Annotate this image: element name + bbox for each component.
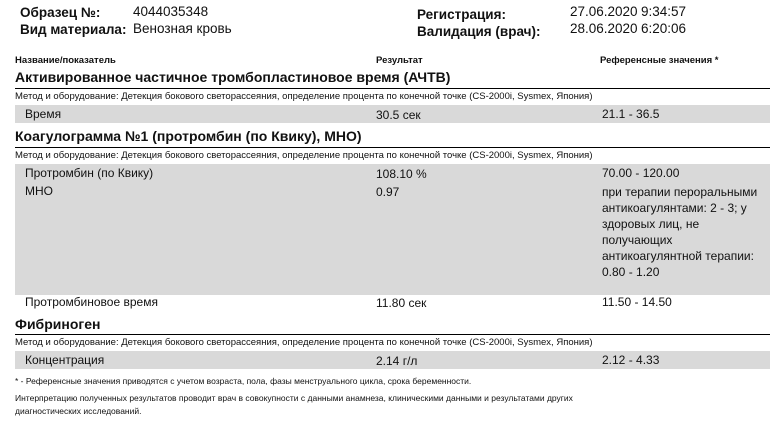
method-text: Метод и оборудование: Детекция бокового светорассеяния, определение процента по конечной точке (CS-2000i, Sysmex, Япония) (15, 150, 593, 161)
registration-label: Регистрация: (417, 7, 506, 22)
registration-time: 9:34:57 (641, 4, 687, 19)
method-text: Метод и оборудование: Детекция бокового светорассеяния, определение процента по конечной точке (CS-2000i, Sysmex, Япония) (15, 337, 593, 348)
row-reference: 2.12 - 4.33 (602, 353, 660, 367)
material-label: Вид материала: (20, 22, 127, 37)
footnote-reference: * - Референсные значения приводятся с учетом возраста, пола, фазы менструального цикла, срока беременности. (15, 376, 472, 386)
section-title-fibrinogen: Фибриноген (15, 316, 101, 332)
row-result: 11.80 сек (376, 296, 427, 310)
section-divider (15, 147, 770, 148)
column-header-name: Название/показатель (15, 55, 116, 66)
row-name: Время (25, 107, 62, 121)
section-title-coagulogram: Коагулограмма №1 (протромбин (по Квику), МНО) (15, 128, 362, 144)
section-divider (15, 334, 770, 335)
validation-time: 6:20:06 (641, 21, 687, 36)
method-text: Метод и оборудование: Детекция бокового светорассеяния, определение процента по конечной точке (CS-2000i, Sysmex, Япония) (15, 91, 593, 102)
section-title-aptt: Активированное частичное тромбопластиновое время (АЧТВ) (15, 69, 451, 85)
row-name: МНО (25, 184, 53, 198)
column-header-result: Результат (376, 55, 423, 66)
column-header-reference: Референсные значения * (600, 55, 719, 66)
footnote-interpretation: Интерпретацию полученных результатов проводит врач в совокупности с данными анамнеза, клиническими данными и результатами других диагностических исследований. (15, 393, 573, 416)
row-name: Протромбин (по Квику) (25, 166, 154, 180)
sample-number-value: 4044035348 (133, 4, 209, 19)
row-name: Концентрация (25, 353, 105, 367)
sample-number-label: Образец №: (20, 5, 101, 20)
material-value: Венозная кровь (133, 21, 232, 36)
row-reference: 11.50 - 14.50 (602, 295, 672, 309)
row-reference: 21.1 - 36.5 (602, 107, 660, 121)
validation-date: 28.06.2020 (570, 21, 638, 36)
row-name: Протромбиновое время (25, 295, 158, 309)
validation-label: Валидация (врач): (417, 24, 541, 39)
row-result: 30.5 сек (376, 108, 421, 122)
row-reference: при терапии пероральными антикоагулянтами: 2 - 3; у здоровых лиц, не получающих антикоагулянтной терапии: 0.80 - 1.20 (602, 185, 758, 279)
row-result: 108.10 % (376, 167, 427, 181)
row-reference: 70.00 - 120.00 (602, 166, 680, 180)
row-result: 2.14 г/л (376, 354, 418, 368)
registration-date: 27.06.2020 (570, 4, 638, 19)
section-divider (15, 88, 770, 89)
row-result: 0.97 (376, 185, 400, 199)
